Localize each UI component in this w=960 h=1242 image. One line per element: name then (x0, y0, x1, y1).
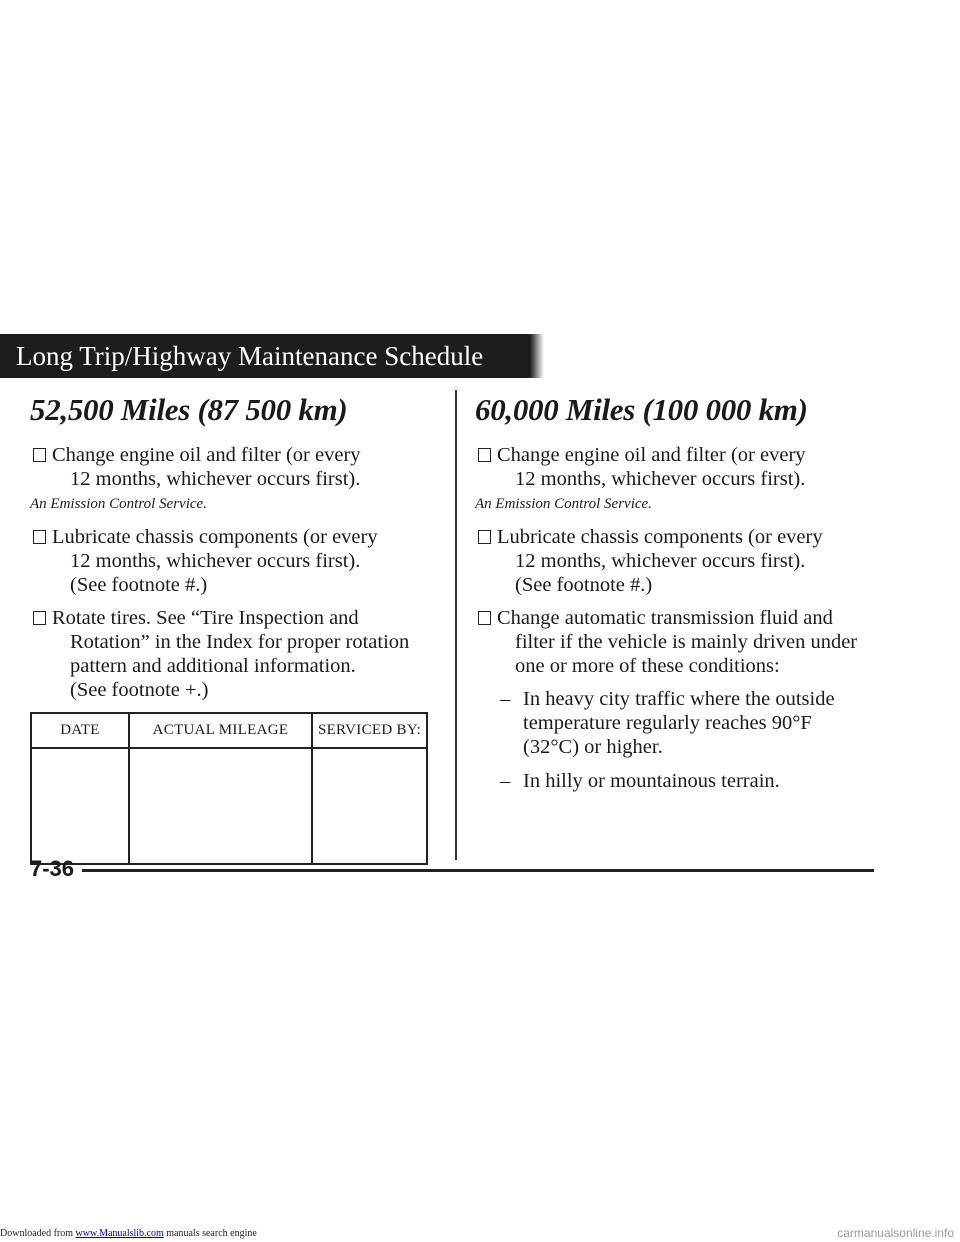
watermark-text: carmanualsonline.info (837, 1226, 954, 1240)
condition-text: In hilly or mountainous terrain. (523, 770, 780, 792)
dash-bullet: – (500, 688, 511, 710)
table-header-date: DATE (32, 714, 130, 749)
item-text: Change automatic transmission fluid and (497, 607, 833, 629)
item-text: (See footnote #.) (515, 574, 653, 596)
checkbox-icon[interactable] (478, 611, 491, 625)
checkbox-icon[interactable] (33, 448, 46, 462)
item-text: Change engine oil and filter (or every (497, 444, 806, 466)
checklist-item (475, 606, 895, 678)
checklist-item (30, 443, 430, 491)
item-text: (See footnote #.) (70, 574, 208, 596)
serviced-by-cell[interactable] (313, 749, 426, 863)
checkbox-icon[interactable] (33, 530, 46, 544)
item-text: Change engine oil and filter (or every (52, 444, 361, 466)
item-text: Rotation” in the Index for proper rotation (70, 631, 410, 653)
item-text: Lubricate chassis components (or every (497, 526, 823, 548)
mileage-heading-52500: 52,500 Miles (87 500 km) (30, 392, 348, 427)
condition-item (475, 769, 895, 793)
mileage-heading-60000: 60,000 Miles (100 000 km) (475, 392, 808, 427)
table-header-serviced-by: SERVICED BY: (313, 714, 426, 749)
banner-suffix: manuals search engine (166, 1228, 257, 1239)
mileage-cell[interactable] (130, 749, 313, 863)
item-text: Lubricate chassis components (or every (52, 526, 378, 548)
condition-item (475, 687, 895, 759)
left-column (30, 392, 430, 711)
footer-rule (82, 869, 874, 872)
right-column (475, 392, 895, 803)
date-cell[interactable] (32, 749, 130, 863)
checklist-item (475, 443, 895, 491)
section-title: Long Trip/Highway Maintenance Schedule (16, 341, 484, 371)
emission-note: An Emission Control Service. (30, 496, 207, 512)
item-text: Rotate tires. See “Tire Inspection and (52, 607, 359, 629)
item-text: 12 months, whichever occurs first). (70, 468, 361, 490)
item-text: 12 months, whichever occurs first). (70, 550, 361, 572)
table-header-mileage: ACTUAL MILEAGE (130, 714, 313, 749)
banner-prefix: Downloaded from (0, 1228, 74, 1239)
condition-text: In heavy city traffic where the outside (523, 688, 835, 710)
emission-note: An Emission Control Service. (475, 496, 652, 512)
checklist-item (475, 525, 895, 597)
section-header (0, 334, 530, 378)
item-text: pattern and additional information. (70, 655, 356, 677)
checkbox-icon[interactable] (478, 530, 491, 544)
checklist-item (30, 525, 430, 597)
item-text: 12 months, whichever occurs first). (515, 550, 806, 572)
item-text: filter if the vehicle is mainly driven under (515, 631, 858, 653)
checkbox-icon[interactable] (33, 611, 46, 625)
download-banner (0, 1228, 257, 1239)
condition-text: (32°C) or higher. (523, 736, 663, 758)
column-divider (455, 390, 457, 860)
service-record-table (30, 712, 428, 865)
checkbox-icon[interactable] (478, 448, 491, 462)
item-text: 12 months, whichever occurs first). (515, 468, 806, 490)
item-text: (See footnote +.) (70, 679, 209, 701)
page-number: 7-36 (30, 856, 75, 881)
dash-bullet: – (500, 770, 511, 792)
manualslib-link[interactable]: www.Manualslib.com (75, 1228, 164, 1239)
item-text: one or more of these conditions: (515, 655, 780, 677)
condition-text: temperature regularly reaches 90°F (523, 712, 812, 734)
checklist-item (30, 606, 430, 702)
